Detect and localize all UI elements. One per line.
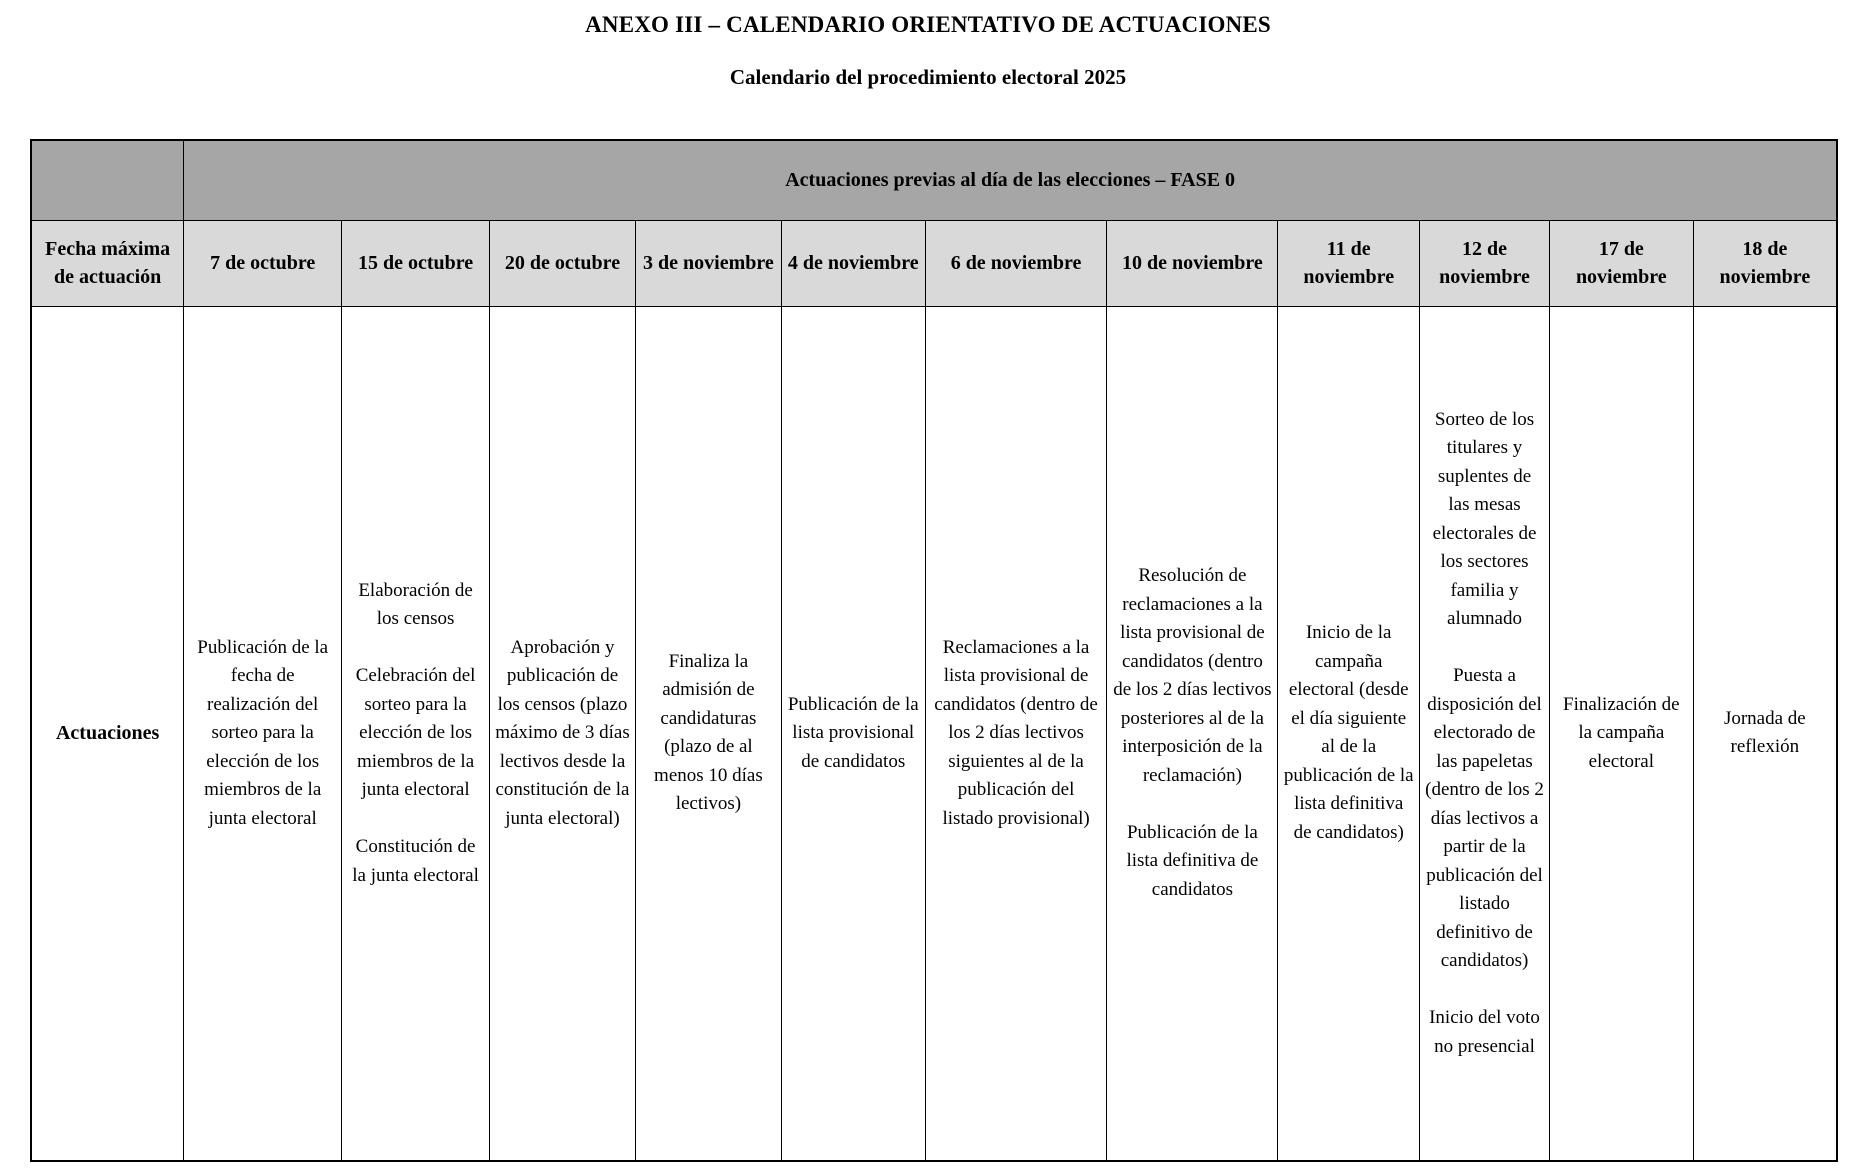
actions-cell-10-noviembre bbox=[1107, 306, 1278, 1161]
action-text: Reclamaciones a la lista provisional de candidatos (dentro de los 2 días lectivos siguientes al de la publicación del listado provisional) bbox=[934, 636, 1098, 829]
actions-cell-4-noviembre bbox=[781, 306, 925, 1161]
document-subtitle: Calendario del procedimiento electoral 2025 bbox=[729, 65, 1127, 89]
date-header-20-octubre: 20 de octubre bbox=[490, 220, 636, 306]
actions-cell-18-noviembre bbox=[1693, 306, 1837, 1161]
actions-cell-15-octubre bbox=[342, 306, 490, 1161]
corner-cell bbox=[31, 140, 184, 220]
action-text: Elaboración de los censos bbox=[358, 579, 473, 629]
action-text: Aprobación y publicación de los censos (plazo máximo de 3 días lectivos desde la constitución de la junta electoral) bbox=[495, 636, 630, 829]
action-text: Constitución de la junta electoral bbox=[352, 836, 479, 886]
date-header-4-noviembre: 4 de noviembre bbox=[781, 220, 925, 306]
date-header-7-octubre: 7 de octubre bbox=[184, 220, 342, 306]
date-header-15-octubre: 15 de octubre bbox=[342, 220, 490, 306]
actions-cell-17-noviembre bbox=[1549, 306, 1693, 1161]
actions-cell-6-noviembre bbox=[925, 306, 1107, 1161]
action-text: Finaliza la admisión de candidaturas (plazo de al menos 10 días lectivos) bbox=[654, 650, 763, 815]
phase-banner: Actuaciones previas al día de las elecciones – FASE 0 bbox=[184, 140, 1837, 220]
actions-row bbox=[31, 306, 1837, 1161]
action-text: Inicio de la campaña electoral (desde el día siguiente al de la publicación de la lista definitiva de candidatos) bbox=[1283, 622, 1414, 843]
action-text: Puesta a disposición del electorado de las papeletas (dentro de los 2 días lectivos a partir de la publicación del listado definitivo de candidatos) bbox=[1425, 665, 1544, 971]
actions-cell-20-octubre bbox=[490, 306, 636, 1161]
actions-cell-12-noviembre bbox=[1420, 306, 1550, 1161]
action-text: Publicación de la lista definitiva de candidatos bbox=[1126, 821, 1259, 900]
date-header-12-noviembre: 12 de noviembre bbox=[1420, 220, 1550, 306]
date-header-10-noviembre: 10 de noviembre bbox=[1107, 220, 1278, 306]
date-header-row bbox=[31, 220, 1837, 306]
column-header-fecha-maxima: Fecha máxima de actuación bbox=[31, 220, 184, 306]
row-label-actuaciones: Actuaciones bbox=[31, 306, 184, 1161]
document-title: ANEXO III – CALENDARIO ORIENTATIVO DE ACTUACIONES bbox=[585, 12, 1271, 37]
action-text: Publicación de la fecha de realización del sorteo para la elección de los miembros de la junta electoral bbox=[197, 636, 329, 829]
electoral-calendar-table bbox=[30, 139, 1838, 1162]
actions-cell-11-noviembre bbox=[1278, 306, 1420, 1161]
action-text: Inicio del voto no presencial bbox=[1429, 1007, 1540, 1057]
action-text: Sorteo de los titulares y suplentes de las mesas electorales de los sectores familia y alumnado bbox=[1432, 408, 1537, 629]
date-header-6-noviembre: 6 de noviembre bbox=[925, 220, 1107, 306]
actions-cell-7-octubre bbox=[184, 306, 342, 1161]
action-text: Jornada de reflexión bbox=[1723, 707, 1806, 758]
action-text: Resolución de reclamaciones a la lista provisional de candidatos (dentro de los 2 días lectivos posteriores al de la interposición de la reclamación) bbox=[1113, 565, 1272, 786]
date-header-18-noviembre: 18 de noviembre bbox=[1693, 220, 1837, 306]
action-text: Finalización de la campaña electoral bbox=[1563, 693, 1680, 772]
phase-banner-row bbox=[31, 140, 1837, 220]
date-header-17-noviembre: 17 de noviembre bbox=[1549, 220, 1693, 306]
action-text: Publicación de la lista provisional de candidatos bbox=[787, 693, 919, 772]
date-header-3-noviembre: 3 de noviembre bbox=[635, 220, 781, 306]
action-text: Celebración del sorteo para la elección de los miembros de la junta electoral bbox=[355, 665, 476, 800]
date-header-11-noviembre: 11 de noviembre bbox=[1278, 220, 1420, 306]
actions-cell-3-noviembre bbox=[635, 306, 781, 1161]
